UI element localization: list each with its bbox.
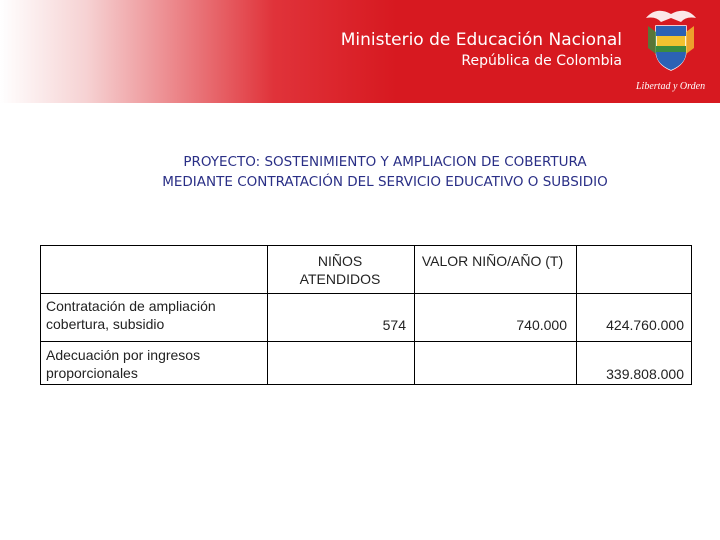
motto: Libertad y Orden: [636, 81, 706, 92]
page-title-line-1: PROYECTO: SOSTENIMIENTO Y AMPLIACION DE COBERTURA: [183, 154, 587, 170]
page-title: [60, 152, 710, 192]
table-border-top: [40, 245, 692, 246]
table-border-right: [691, 245, 692, 385]
table-row-label: Adecuación por ingresos proporcionales: [46, 347, 201, 381]
table-cell-valor: 740.000: [516, 317, 567, 333]
table-divider: [414, 245, 415, 385]
table-cell-ninos: 574: [382, 317, 406, 333]
table-border-left: [40, 245, 41, 385]
colombia-coat-of-arms-icon: [636, 4, 706, 74]
column-header-valor: VALOR NIÑO/AÑO (T): [421, 253, 564, 269]
header-banner: [0, 0, 720, 103]
ministry-name: Ministerio de Educación Nacional: [340, 30, 622, 50]
page-title-line-2: MEDIANTE CONTRATACIÓN DEL SERVICIO EDUCATIVO O SUBSIDIO: [162, 174, 608, 190]
table-border-bottom: [40, 384, 692, 385]
table-divider: [576, 245, 577, 385]
table-divider: [40, 341, 692, 342]
table-cell-total: 339.808.000: [606, 366, 684, 382]
table-cell-total: 424.760.000: [606, 317, 684, 333]
table-divider: [40, 293, 692, 294]
column-header-ninos: NIÑOS ATENDIDOS: [299, 253, 381, 287]
table-row-label: Contratación de ampliación cobertura, subsidio: [46, 298, 216, 332]
republic-name: República de Colombia: [461, 53, 622, 69]
table-divider: [267, 245, 268, 385]
